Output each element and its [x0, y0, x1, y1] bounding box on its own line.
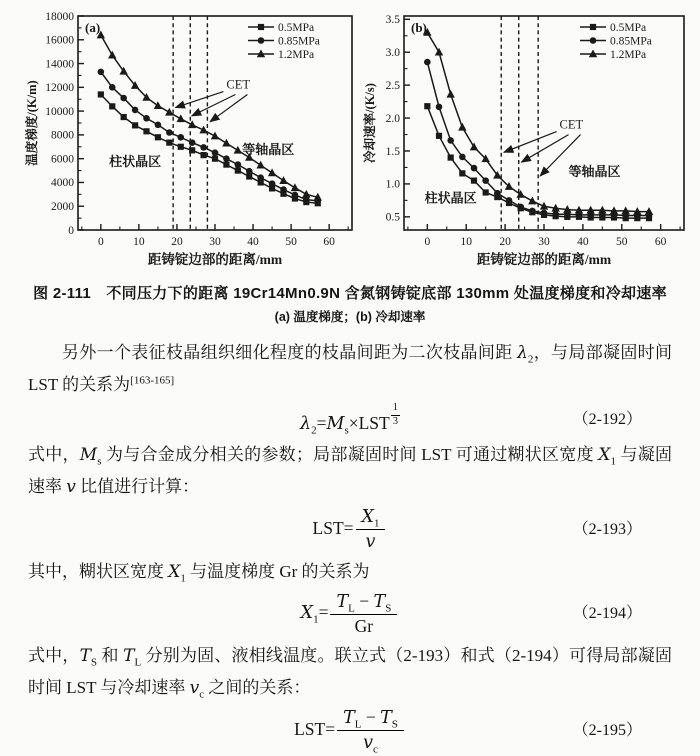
svg-text:0.85MPa: 0.85MPa	[278, 35, 320, 48]
svg-text:16000: 16000	[45, 34, 74, 47]
svg-text:50: 50	[285, 236, 297, 248]
paragraph-ts-tl-definition: 式中，$T_S$ 和 $T_L$ 分别为固、液相线温度。联立式（2-193）和式（2-194）可得局部凝固时间 LST 与冷却速率 $v_c$ 之间的关系：	[28, 646, 672, 701]
figure-2-111	[0, 0, 700, 274]
svg-text:2000: 2000	[51, 201, 74, 214]
cet-annotation	[175, 78, 250, 122]
svg-text:4000: 4000	[51, 177, 74, 190]
zone-label-1: 等轴晶区	[242, 141, 295, 157]
svg-text:1.2MPa: 1.2MPa	[610, 49, 647, 61]
svg-text:20: 20	[499, 236, 511, 248]
cet-label: CET	[559, 117, 584, 132]
svg-text:18000: 18000	[45, 10, 74, 23]
equation-2-193-number: （2-193）	[572, 520, 642, 538]
svg-text:60: 60	[323, 236, 335, 248]
x-axis-label: 距铸锭边部的距离/mm	[476, 252, 612, 267]
svg-text:10000: 10000	[45, 105, 74, 118]
svg-text:2.0: 2.0	[385, 112, 400, 125]
svg-text:1.0: 1.0	[385, 178, 400, 191]
svg-text:1.5: 1.5	[385, 145, 400, 158]
cet-label: CET	[226, 77, 251, 92]
svg-text:40: 40	[247, 236, 259, 248]
svg-text:0: 0	[424, 236, 431, 248]
svg-text:0.5MPa: 0.5MPa	[278, 22, 315, 34]
x-axis-label: 距铸锭边部的距离/mm	[147, 252, 283, 267]
y-axis-label: 温度梯度/(K/m)	[25, 80, 39, 166]
figure-subcaption: (a) 温度梯度；(b) 冷却速率	[274, 310, 426, 324]
svg-text:30: 30	[538, 236, 550, 248]
svg-text:0: 0	[68, 224, 74, 237]
equation-2-192	[28, 403, 672, 436]
paragraph-x1-relation: 其中，糊状区宽度 $X_1$ 与温度梯度 Gr 的关系为	[28, 562, 370, 585]
svg-text:1.2MPa: 1.2MPa	[278, 49, 315, 61]
equation-2-195-formula: LST= $\frac{T_L - T_S}{v_c}$	[294, 719, 406, 739]
equation-2-192-number: （2-192）	[572, 410, 642, 428]
svg-text:0: 0	[97, 236, 104, 248]
svg-text:8000: 8000	[51, 129, 74, 142]
chart-a-temperature-gradient	[24, 4, 360, 274]
panel-label: (a)	[85, 20, 101, 35]
svg-text:10: 10	[133, 236, 145, 248]
equation-2-194-number: （2-194）	[572, 605, 642, 623]
equation-2-194	[28, 591, 672, 637]
svg-text:0.5: 0.5	[385, 211, 400, 224]
svg-text:12000: 12000	[45, 82, 74, 95]
svg-text:10: 10	[460, 236, 472, 248]
body-text	[0, 337, 700, 754]
svg-text:2.5: 2.5	[385, 79, 400, 92]
svg-text:14000: 14000	[45, 58, 74, 71]
svg-text:30: 30	[209, 236, 221, 248]
equation-2-193-formula: LST= $\frac{X_1}{v}$	[313, 518, 388, 538]
equation-2-195-number: （2-195）	[572, 721, 642, 739]
equation-2-194-formula: $X_1=$ $\frac{T_L - T_S}{Gr}$	[301, 602, 400, 622]
svg-text:6000: 6000	[51, 153, 74, 166]
paragraph-ms-definition: 式中，$M_s$ 为与合金成分相关的参数；局部凝固时间 LST 可通过糊状区宽度 $X_1$ 与凝固速率 v 比值进行计算：	[28, 445, 673, 498]
svg-text:0.85MPa: 0.85MPa	[610, 35, 652, 48]
paragraph-lambda2-intro: 另外一个表征枝晶组织细化程度的枝晶间距为二次枝晶间距 $\lambda_2$，与局部凝固时间 LST 的关系为[163-165]	[28, 343, 673, 394]
zone-label-0: 柱状晶区	[424, 190, 477, 206]
zone-label-0: 柱状晶区	[109, 153, 162, 169]
equation-2-195	[28, 707, 672, 754]
svg-text:60: 60	[654, 236, 667, 248]
chart-b-cooling-rate	[362, 4, 698, 274]
svg-text:40: 40	[577, 236, 589, 248]
y-axis-label: 冷却速率/(K/s)	[363, 83, 377, 163]
equation-2-193	[28, 506, 672, 553]
equation-2-192-formula: $\lambda_2=M_s\times LST$ $\frac{1}{3}$	[300, 402, 398, 437]
svg-text:20: 20	[171, 236, 183, 248]
legend	[248, 22, 320, 61]
panel-label: (b)	[411, 20, 427, 35]
figure-caption: 图 2-111 不同压力下的距离 19Cr14Mn0.9N 含氮钢铸锭底部 130mm 处温度梯度和冷却速率	[33, 285, 667, 302]
legend	[580, 22, 652, 61]
svg-text:50: 50	[616, 236, 628, 248]
zone-label-1: 等轴晶区	[568, 164, 621, 180]
svg-text:0.5MPa: 0.5MPa	[610, 22, 647, 34]
svg-text:3.0: 3.0	[385, 47, 400, 60]
svg-text:3.5: 3.5	[385, 14, 400, 27]
